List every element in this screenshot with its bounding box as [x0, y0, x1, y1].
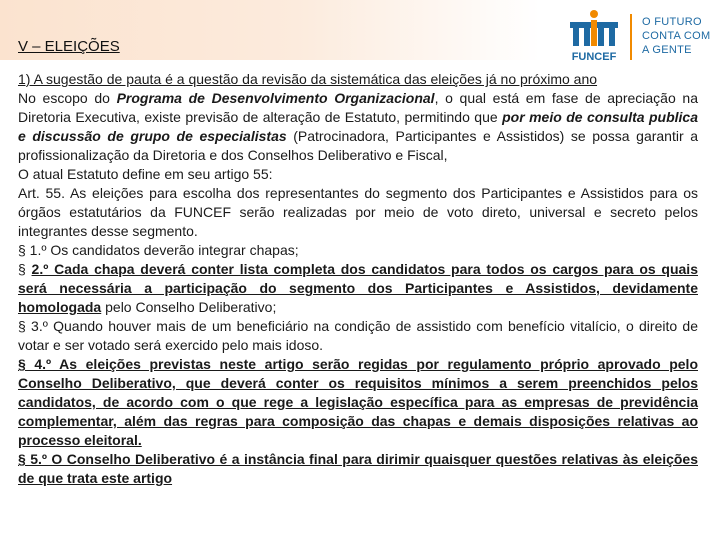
- paragraph-3: § 3.º Quando houver mais de um beneficiário na condição de assistido com benefício vitalício, o direito de votar e ser votado será exercido pelo mais idoso.: [18, 318, 698, 353]
- logo-separator: [630, 14, 632, 60]
- funcef-logo-icon: [564, 8, 624, 64]
- logo-slogan: [642, 15, 716, 57]
- slogan-line: O FUTURO: [642, 16, 702, 28]
- text-run: No escopo do: [18, 90, 117, 106]
- slogan-line: A GENTE: [642, 44, 692, 56]
- emphasis-text: 2.º Cada chapa deverá conter lista completa dos candidatos para todos os cargos para os quais será necessária a participação do segmento dos Participantes e Assistidos, devidamente homologada: [18, 261, 698, 315]
- paragraph-statute: O atual Estatuto define em seu artigo 55:: [18, 166, 273, 182]
- paragraph-program: [18, 89, 698, 165]
- document-body: [18, 70, 698, 488]
- text-run: (Patrocinadora, Participantes e Assistidos) se possa garantir a profissionalização da Diretoria e dos Conselhos Deliberativo e Fiscal,: [18, 128, 698, 163]
- slogan-line: CONTA COM: [642, 30, 711, 42]
- text-run: §: [18, 261, 32, 277]
- paragraph-1: § 1.º Os candidatos deverão integrar chapas;: [18, 242, 299, 258]
- logo-brand-text: FUNCEF: [571, 51, 617, 63]
- funcef-logo: [564, 8, 716, 64]
- emphasis-text: por meio de consulta publica e discussão de grupo de especialistas: [18, 109, 698, 144]
- article-55: Art. 55. As eleições para escolha dos representantes do segmento dos Participantes e Assistidos para os órgãos estatutários da FUNCEF serão realizadas por meio de voto direto, universal e secreto pelos integrantes desse segmento.: [18, 185, 698, 239]
- paragraph-4: § 4.º As eleições previstas neste artigo serão regidas por regulamento próprio aprovado pelo Conselho Deliberativo, que deverá conter os requisitos mínimos a serem preenchidos pelos candidatos, de acordo com o que rege a legislação específica para as empresas de previdência complementar, além das regras para composição das chapas e demais disposições relativas ao processo eleitoral.: [18, 356, 698, 448]
- paragraph-5: § 5.º O Conselho Deliberativo é a instância final para dirimir quaisquer questões relativas às eleições de que trata este artigo: [18, 451, 698, 486]
- text-run: , o qual está em fase de apreciação na Diretoria Executiva, existe previsão de alteração de Estatuto, permitindo que: [18, 90, 698, 125]
- section-title: V – ELEIÇÕES: [18, 38, 120, 55]
- paragraph-2: [18, 260, 698, 317]
- agenda-heading: 1) A sugestão de pauta é a questão da revisão da sistemática das eleições já no próximo ano: [18, 71, 598, 87]
- text-run: pelo Conselho Deliberativo;: [101, 299, 277, 315]
- program-name: Programa de Desenvolvimento Organizacional: [116, 90, 435, 106]
